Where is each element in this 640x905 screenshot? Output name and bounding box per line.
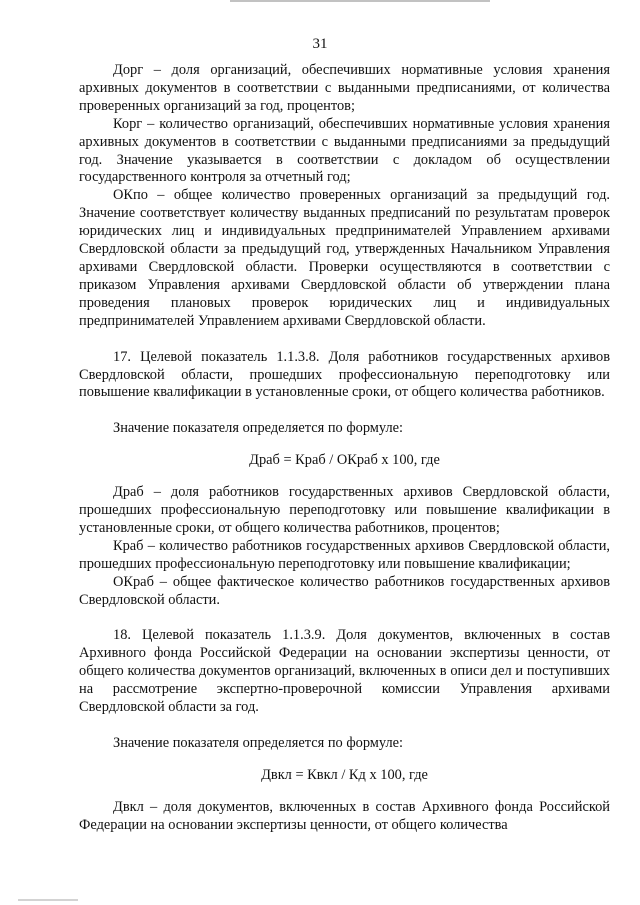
formula-drab: Драб = Краб / ОКраб x 100, где: [249, 452, 440, 469]
definition-okpo: ОКпо – общее количество проверенных организаций за предыдущий год. Значение соответствует количеству выданных предписаний по результатам проверок юридических лиц и индивидуальных предпринимателей Управлением архивами Свердловской области за предыдущий год, утвержденных Начальником Управления архивами Свердловской области. Проверки осуществляются в соответствии с приказом Управления архивами Свердловской области об утверждении плана проведения плановых проверок юридических лиц и индивидуальных предпринимателей Управлением архивами Свердловской области.: [79, 187, 610, 329]
definition-dvkl: Двкл – доля документов, включенных в состав Архивного фонда Российской Федерации на основании экспертизы ценности, от общего количества: [79, 798, 610, 833]
definition-dorg: Дорг – доля организаций, обеспечивших нормативные условия хранения архивных документов в соответствии с выданными предписаниями, от количества проверенных организаций за год, процентов;: [79, 62, 610, 114]
formula-intro-2: Значение показателя определяется по формуле:: [113, 735, 404, 751]
page-number: 31: [312, 36, 328, 52]
formula-intro: Значение показателя определяется по формуле:: [113, 420, 404, 437]
indicator-18-heading: 18. Целевой показатель 1.1.3.9. Доля документов, включенных в состав Архивного фонда Российской Федерации на основании экспертизы ценности, от общего количества документов организаций, включенных в описи дел и поступивших на рассмотрение экспертно-проверочной комиссии Управления архивами Свердловской области за год.: [79, 627, 610, 716]
document-body: [79, 62, 610, 835]
indicator-17-heading: 17. Целевой показатель 1.1.3.8. Доля работников государственных архивов Свердловской области, прошедших профессиональную переподготовку или повышение квалификации в установленные сроки, от общего количества работников.: [79, 348, 610, 401]
scan-top-edge: [230, 0, 490, 2]
definition-drab: Драб – доля работников государственных архивов Свердловской области, прошедших профессиональную переподготовку или повышение квалификации в установленные сроки, от общего количества работников, процентов;: [79, 484, 610, 536]
definition-krab: Краб – количество работников государственных архивов Свердловской области, прошедших профессиональную переподготовку или повышение квалификации;: [79, 537, 610, 572]
formula-dvkl: Двкл = Квкл / Кд x 100, где: [261, 766, 428, 783]
definition-korg: Корг – количество организаций, обеспечивших нормативные условия хранения архивных документов в соответствии с выданными предписаниями за предыдущий год. Значение указывается в соответствии с докладом об осуществлении государственного контроля за отчетный год;: [79, 115, 610, 186]
scan-bottom-mark: [18, 899, 78, 901]
definition-okrab: ОКраб – общее фактическое количество работников государственных архивов Свердловской области.: [79, 573, 610, 608]
